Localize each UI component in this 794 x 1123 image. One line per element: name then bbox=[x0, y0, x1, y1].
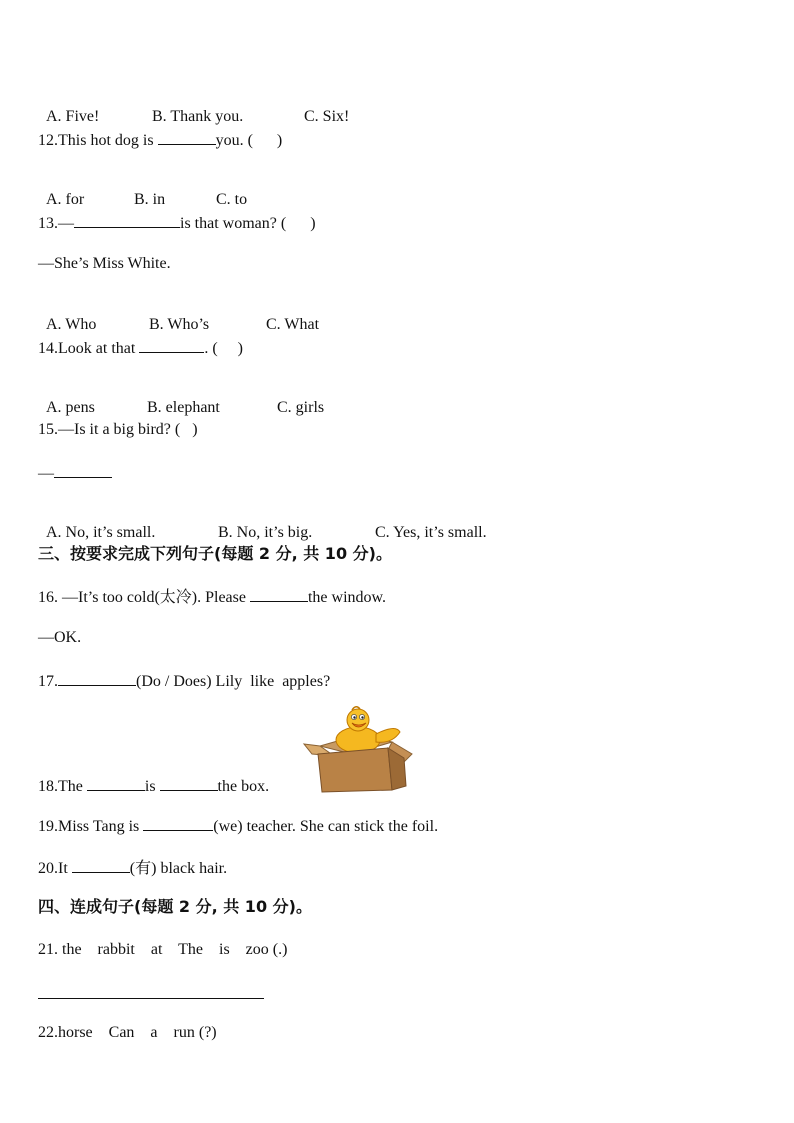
section4-heading: 四、连成句子(每题 2 分, 共 10 分)。 bbox=[38, 897, 312, 916]
q16-blank[interactable] bbox=[250, 586, 308, 602]
q14-options bbox=[38, 378, 324, 418]
q13-option-b: B. Who’s bbox=[149, 316, 210, 333]
q14-question: 14.Look at that . ( ) bbox=[38, 337, 243, 359]
q18-question: 18.The is the box. bbox=[38, 775, 269, 797]
q18-blank-1[interactable] bbox=[87, 775, 145, 791]
q15-question: 15.—Is it a big bird? ( ) bbox=[38, 421, 198, 438]
q19-question: 19.Miss Tang is (we) teacher. She can stick the foil. bbox=[38, 815, 438, 837]
section3-heading: 三、按要求完成下列句子(每题 2 分, 共 10 分)。 bbox=[38, 544, 392, 563]
q12-option-c: C. to bbox=[216, 191, 248, 208]
q20-blank[interactable] bbox=[72, 857, 130, 873]
q16-question: 16. —It’s too cold(太冷). Please the window. bbox=[38, 586, 386, 608]
q15-option-b: B. No, it’s big. bbox=[218, 524, 313, 541]
q17-question: 17. (Do / Does) Lily like apples? bbox=[38, 670, 330, 692]
q17-blank[interactable] bbox=[58, 670, 136, 686]
q19-blank[interactable] bbox=[143, 815, 213, 831]
q22-question: 22.horse Can a run (?) bbox=[38, 1024, 217, 1041]
q13-options bbox=[38, 295, 319, 335]
q13-answer: —She’s Miss White. bbox=[38, 255, 171, 272]
q15-option-c: C. Yes, it’s small. bbox=[375, 524, 487, 541]
q15-blank[interactable] bbox=[54, 462, 112, 478]
q15-answer-line: — bbox=[38, 462, 112, 484]
q20-question: 20.It (有) black hair. bbox=[38, 857, 227, 879]
q15-options bbox=[38, 503, 487, 543]
q21-answer-line[interactable] bbox=[38, 998, 264, 999]
q14-option-b: B. elephant bbox=[147, 399, 220, 416]
q12-options bbox=[38, 170, 247, 210]
q11-option-b: B. Thank you. bbox=[152, 108, 244, 125]
q12-option-b: B. in bbox=[134, 191, 166, 208]
q14-option-a: A. pens bbox=[46, 399, 95, 416]
q11-options bbox=[38, 87, 349, 127]
q14-blank[interactable] bbox=[139, 337, 204, 353]
q14-option-c: C. girls bbox=[277, 399, 325, 416]
duck-in-box-image bbox=[300, 704, 418, 794]
q11-option-c: C. Six! bbox=[304, 108, 350, 125]
q13-question: 13.— is that woman? ( ) bbox=[38, 212, 316, 234]
q11-option-a: A. Five! bbox=[46, 108, 100, 125]
q13-option-c: C. What bbox=[266, 316, 320, 333]
q18-blank-2[interactable] bbox=[160, 775, 218, 791]
q21-question: 21. the rabbit at The is zoo (.) bbox=[38, 941, 288, 958]
q15-option-a: A. No, it’s small. bbox=[46, 524, 156, 541]
q13-option-a: A. Who bbox=[46, 316, 97, 333]
q13-blank[interactable] bbox=[74, 212, 180, 228]
q12-option-a: A. for bbox=[46, 191, 85, 208]
q16-answer: —OK. bbox=[38, 629, 82, 646]
q12-question: 12.This hot dog is you. ( ) bbox=[38, 129, 282, 151]
q12-blank[interactable] bbox=[158, 129, 216, 145]
